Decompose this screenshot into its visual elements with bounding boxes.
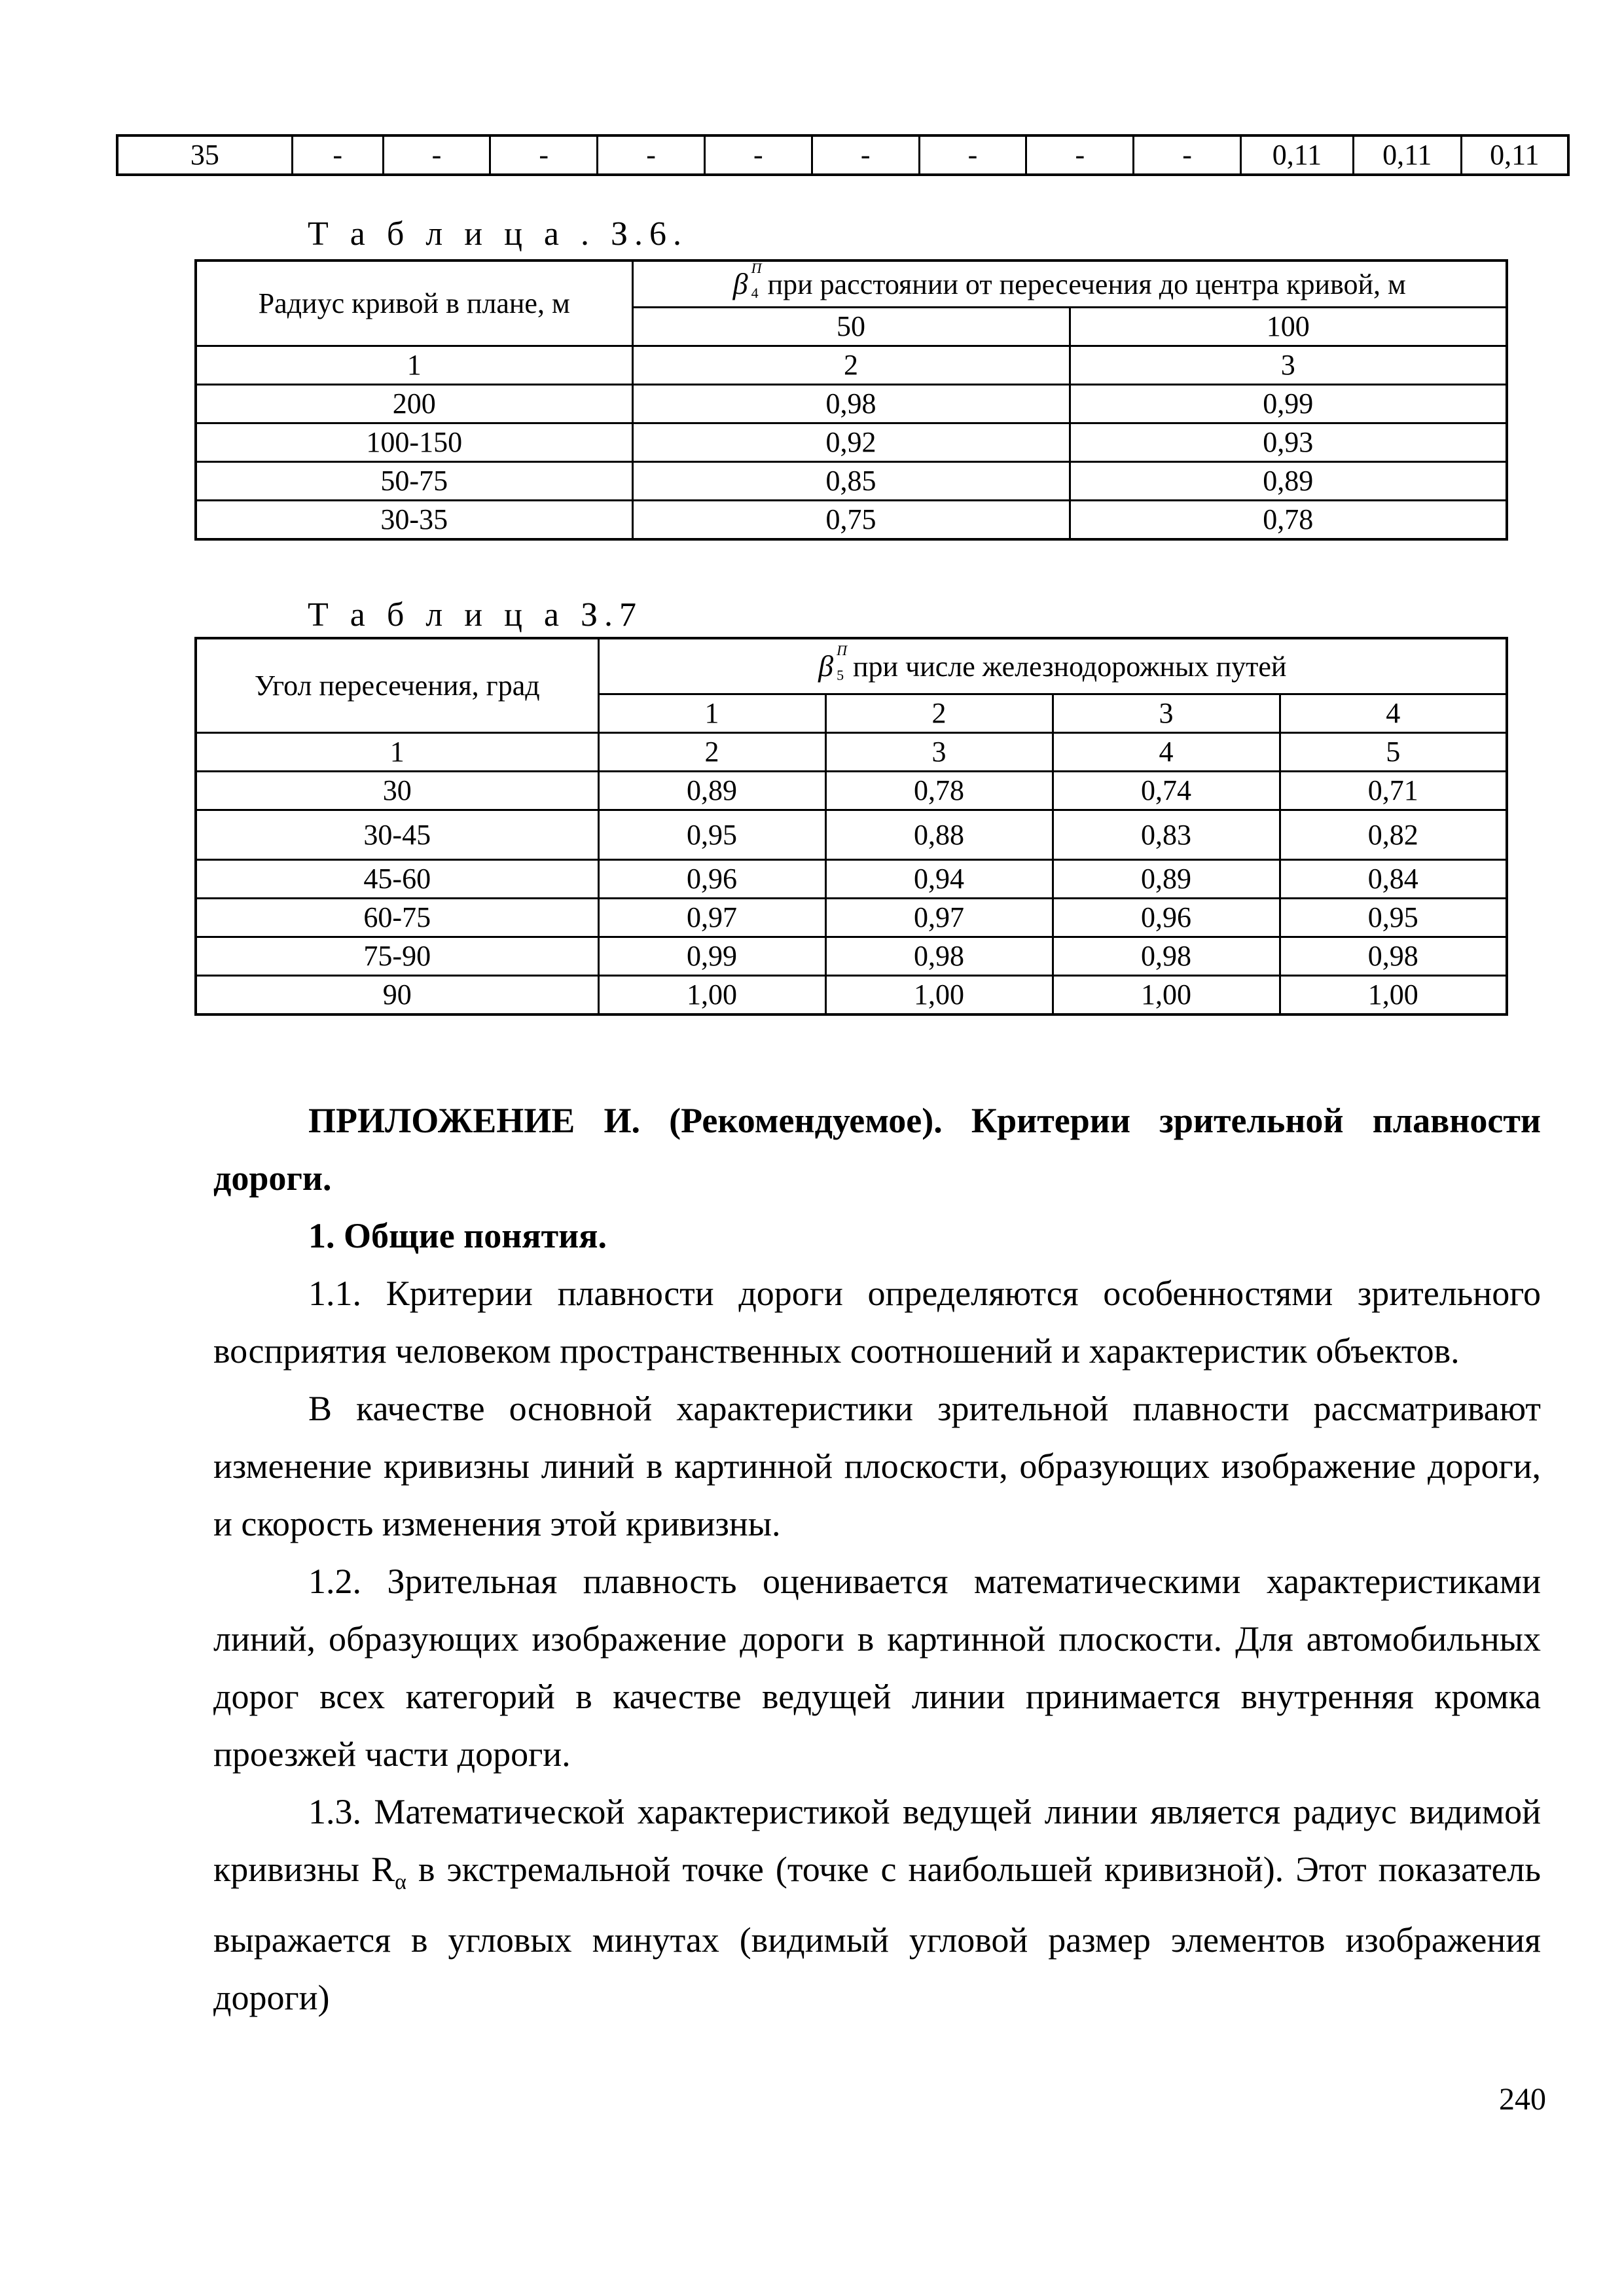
table-cell: 30 bbox=[196, 772, 598, 810]
table-row bbox=[196, 423, 1507, 462]
column-number: 1 bbox=[196, 733, 598, 772]
table-cell: 0,95 bbox=[598, 810, 825, 860]
table-row bbox=[117, 135, 1568, 175]
table-cell: 0,97 bbox=[598, 899, 825, 937]
table-cell: - bbox=[1026, 135, 1134, 175]
sub-header: 3 bbox=[1053, 694, 1280, 733]
table-row bbox=[196, 899, 1507, 937]
table-cell: 0,96 bbox=[1053, 899, 1280, 937]
table-cell: 90 bbox=[196, 976, 598, 1015]
table-cell: - bbox=[1134, 135, 1241, 175]
table-cell: 0,92 bbox=[632, 423, 1070, 462]
table-cell: 0,11 bbox=[1461, 135, 1568, 175]
group-header-text: при числе железнодорожных путей bbox=[852, 651, 1287, 683]
table-cell: 0,99 bbox=[1070, 385, 1507, 423]
table-cell: 0,97 bbox=[825, 899, 1053, 937]
table-cell: 1,00 bbox=[1053, 976, 1280, 1015]
table-cell: 0,95 bbox=[1280, 899, 1507, 937]
table-cell: 0,11 bbox=[1241, 135, 1354, 175]
table-cell: 200 bbox=[196, 385, 632, 423]
table-cell: 0,82 bbox=[1280, 810, 1507, 860]
table-cell: 0,78 bbox=[1070, 501, 1507, 540]
table-cell: 0,98 bbox=[825, 937, 1053, 976]
table-row bbox=[196, 810, 1507, 860]
column-number: 1 bbox=[196, 346, 632, 385]
table-cell: 45-60 bbox=[196, 860, 598, 899]
table-row bbox=[196, 501, 1507, 540]
table-cell: 0,84 bbox=[1280, 860, 1507, 899]
column-header-angle: Угол пересечения, град bbox=[196, 638, 598, 733]
appendix-title: ПРИЛОЖЕНИЕ И. (Рекомендуемое). Критерии зрительной плавности дороги. bbox=[213, 1101, 1541, 1198]
paragraph-1-3: 1.3. Математической характеристикой ведущей линии является радиус видимой кривизны $R_\alpha$ в экстремальной точке (точке с наибольшей кривизной). Этот показатель выражается в угловых минутах (видимый угловой размер элементов изображения дороги) bbox=[213, 1792, 1541, 2017]
section-title: 1. Общие понятия. bbox=[308, 1216, 607, 1255]
sub-header: 100 bbox=[1070, 308, 1507, 346]
page-number: 240 bbox=[1499, 2082, 1546, 2117]
table-cell: 0,98 bbox=[1280, 937, 1507, 976]
table-cell: 75-90 bbox=[196, 937, 598, 976]
column-number: 3 bbox=[825, 733, 1053, 772]
table-cell: 100-150 bbox=[196, 423, 632, 462]
table-row bbox=[196, 462, 1507, 501]
table-cell: - bbox=[383, 135, 490, 175]
table-row bbox=[196, 937, 1507, 976]
table-cell: 0,75 bbox=[632, 501, 1070, 540]
table-cell: - bbox=[704, 135, 812, 175]
table-cell: 50-75 bbox=[196, 462, 632, 501]
table-cell: 1,00 bbox=[598, 976, 825, 1015]
table-cell: 0,96 bbox=[598, 860, 825, 899]
group-header-text: при расстоянии от пересечения до центра кривой, м bbox=[767, 268, 1406, 300]
table-3-6-caption: Т а б л и ц а . З.6. bbox=[308, 215, 689, 253]
appendix-section bbox=[213, 1092, 1541, 2026]
beta-symbol: β П 4 bbox=[732, 260, 762, 301]
table-cell: - bbox=[292, 135, 383, 175]
table-cell: 0,83 bbox=[1053, 810, 1280, 860]
table-cell: 0,85 bbox=[632, 462, 1070, 501]
group-header bbox=[598, 638, 1507, 694]
table-cell: 0,98 bbox=[1053, 937, 1280, 976]
column-number: 4 bbox=[1053, 733, 1280, 772]
table-row bbox=[196, 860, 1507, 899]
table-cell: 0,11 bbox=[1353, 135, 1461, 175]
table-3-7 bbox=[194, 637, 1508, 1016]
table-cell: 0,74 bbox=[1053, 772, 1280, 810]
sub-header: 50 bbox=[632, 308, 1070, 346]
continuation-table bbox=[116, 134, 1570, 176]
table-cell: 0,98 bbox=[632, 385, 1070, 423]
paragraph-1-2: 1.2. Зрительная плавность оценивается математическими характеристиками линий, образующих изображение дороги в картинной плоскости. Для автомобильных дорог всех категорий в качестве ведущей линии принимается внутренняя кромка проезжей части дороги. bbox=[213, 1562, 1541, 1774]
column-number: 3 bbox=[1070, 346, 1507, 385]
table-cell: - bbox=[812, 135, 919, 175]
table-cell: 0,99 bbox=[598, 937, 825, 976]
table-3-6 bbox=[194, 259, 1508, 541]
table-cell: 1,00 bbox=[1280, 976, 1507, 1015]
table-cell: 0,94 bbox=[825, 860, 1053, 899]
table-cell: 0,93 bbox=[1070, 423, 1507, 462]
column-number: 5 bbox=[1280, 733, 1507, 772]
table-cell: 0,71 bbox=[1280, 772, 1507, 810]
table-cell: 0,78 bbox=[825, 772, 1053, 810]
table-cell: 0,88 bbox=[825, 810, 1053, 860]
table-cell: 30-45 bbox=[196, 810, 598, 860]
table-cell: - bbox=[490, 135, 598, 175]
group-header bbox=[632, 260, 1507, 308]
table-3-7-caption: Т а б л и ц а З.7 bbox=[308, 596, 643, 634]
table-cell: 0,89 bbox=[1053, 860, 1280, 899]
sub-header: 1 bbox=[598, 694, 825, 733]
table-cell: 60-75 bbox=[196, 899, 598, 937]
table-cell: 30-35 bbox=[196, 501, 632, 540]
column-number: 2 bbox=[598, 733, 825, 772]
table-cell: 1,00 bbox=[825, 976, 1053, 1015]
sub-header: 2 bbox=[825, 694, 1053, 733]
column-number-row bbox=[196, 346, 1507, 385]
table-row bbox=[196, 385, 1507, 423]
table-row bbox=[196, 976, 1507, 1015]
column-number: 2 bbox=[632, 346, 1070, 385]
column-header-radius: Радиус кривой в плане, м bbox=[196, 260, 632, 346]
table-cell: - bbox=[919, 135, 1026, 175]
table-header-row bbox=[196, 638, 1507, 694]
column-number-row bbox=[196, 733, 1507, 772]
table-cell: 0,89 bbox=[1070, 462, 1507, 501]
table-cell: 0,89 bbox=[598, 772, 825, 810]
table-cell: 35 bbox=[117, 135, 292, 175]
paragraph-1-1: 1.1. Критерии плавности дороги определяются особенностями зрительного восприятия человеком пространственных соотношений и характеристик объектов. bbox=[213, 1274, 1541, 1371]
paragraph-definition: В качестве основной характеристики зрительной плавности рассматривают изменение кривизны линий в картинной плоскости, образующих изображение дороги, и скорость изменения этой кривизны. bbox=[213, 1389, 1541, 1543]
sub-header: 4 bbox=[1280, 694, 1507, 733]
table-cell: - bbox=[598, 135, 705, 175]
table-row bbox=[196, 772, 1507, 810]
table-header-row bbox=[196, 260, 1507, 308]
beta-symbol: β П 5 bbox=[818, 642, 847, 683]
